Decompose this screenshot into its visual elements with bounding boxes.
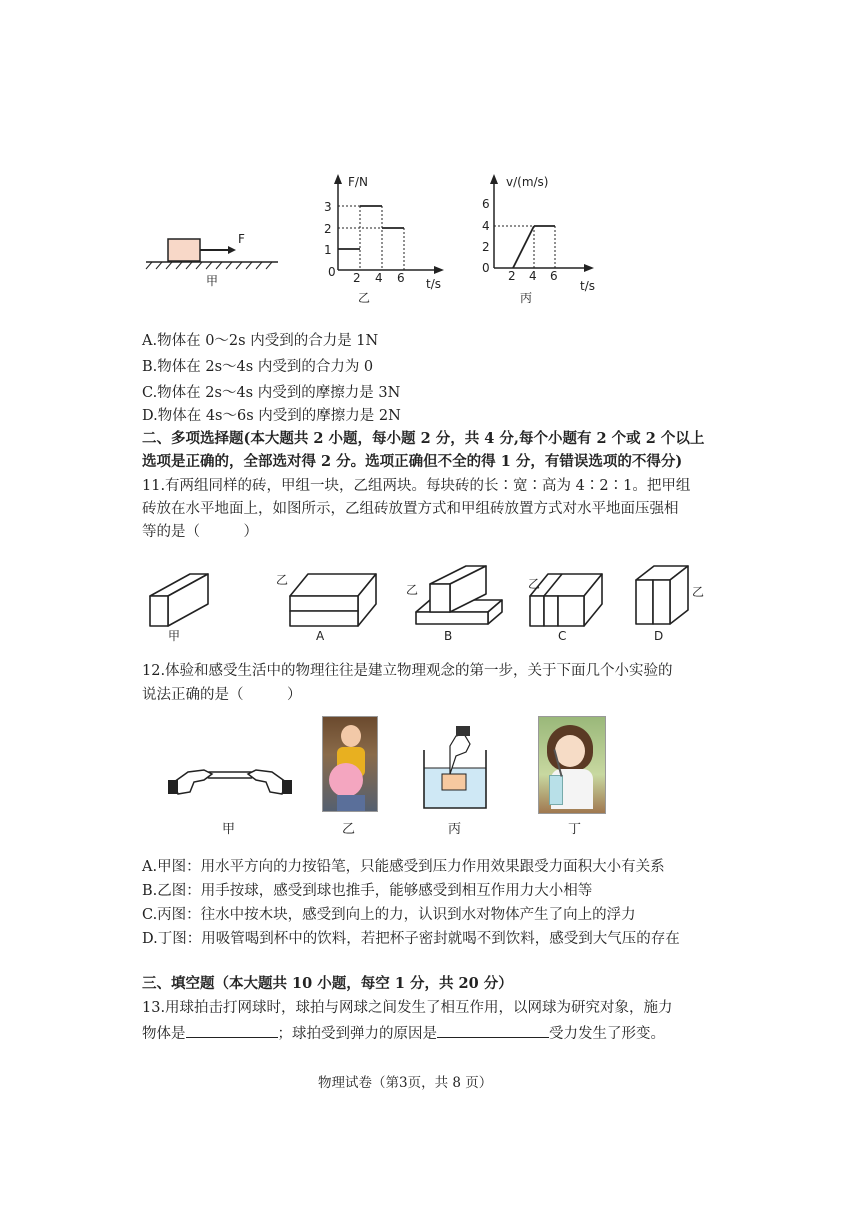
q12-option-c: C.丙图：往水中按木块，感受到向上的力，认识到水对物体产生了向上的浮力 (142, 907, 636, 923)
q13-line2 (142, 1021, 665, 1045)
q12-caption-jia: 甲 (222, 822, 236, 837)
x-tick-6: 6 (550, 269, 558, 283)
q11-brick-figures (140, 560, 720, 645)
y-tick-0: 0 (482, 261, 490, 275)
q12-line1: 12.体验和感受生活中的物理往往是建立物理观念的第一步，关于下面几个小实验的 (142, 663, 673, 679)
brick-c (530, 574, 602, 626)
y-tick-0: 0 (328, 265, 336, 279)
caption-jia: 甲 (206, 274, 219, 288)
y-axis-label: v/(m/s) (506, 175, 549, 189)
q10-option-b: B.物体在 2s～4s 内受到的合力为 0 (142, 359, 374, 375)
x-tick-4: 4 (529, 269, 537, 283)
label-d: D (654, 629, 664, 643)
q12-option-a: A.甲图：用水平方向的力按铅笔，只能感受到压力作用效果跟受力面积大小有关系 (142, 859, 665, 875)
label-a: A (316, 629, 325, 643)
x-axis-label: t/s (426, 277, 441, 291)
q13-text-part2: ；球拍受到弹力的原因是 (277, 1026, 437, 1042)
q13-line1: 13.用球拍击打网球时，球拍与网球之间发生了相互作用，以网球为研究对象，施力 (142, 1000, 673, 1016)
label-c: C (558, 629, 567, 643)
force-label: F (238, 232, 245, 246)
page-footer: 物理试卷（第3页，共 8 页） (318, 1075, 493, 1091)
q10-graph-velocity-time (474, 170, 614, 310)
brick-d (636, 566, 688, 624)
label-b: B (444, 629, 453, 643)
q12-caption-bing: 丙 (448, 822, 462, 837)
label-yi-b: 乙 (406, 583, 419, 597)
q13-answer-blank-1[interactable] (186, 1021, 278, 1038)
q12-caption-ding: 丁 (568, 822, 582, 837)
brick-b (416, 566, 502, 624)
q11-line1: 11.有两组同样的砖，甲组一块，乙组两块。每块砖的长∶宽∶高为 4∶2∶1。把甲组 (142, 478, 691, 494)
y-tick-1: 1 (324, 243, 332, 257)
q10-figure-jia (140, 225, 285, 290)
q11-line3: 等的是（ ） (142, 524, 258, 540)
label-jia: 甲 (168, 629, 181, 643)
x-tick-2: 2 (353, 271, 361, 285)
block (168, 239, 200, 261)
q11-line2: 砖放在水平地面上，如图所示，乙组砖放置方式和甲组砖放置方式对水平地面压强相 (142, 501, 679, 517)
q12-image-water-block (420, 722, 490, 812)
y-tick-6: 6 (482, 197, 490, 211)
q12-image-straw (538, 716, 606, 814)
y-axis-label: F/N (348, 175, 368, 189)
q10-option-a: A.物体在 0～2s 内受到的合力是 1N (142, 333, 379, 349)
q12-line2: 说法正确的是（ ） (142, 687, 302, 703)
y-tick-4: 4 (482, 219, 490, 233)
x-tick-4: 4 (375, 271, 383, 285)
q12-caption-yi: 乙 (342, 822, 356, 837)
q12-option-b: B.乙图：用手按球，感受到球也推手，能够感受到相互作用力大小相等 (142, 883, 593, 899)
section2-heading-line2: 选项是正确的，全部选对得 2 分。选项正确但不全的得 1 分，有错误选项的不得分) (142, 453, 683, 470)
caption-yi: 乙 (358, 291, 371, 305)
q13-text-part3: 受力发生了形变。 (549, 1026, 665, 1042)
label-yi-c: 乙 (528, 577, 541, 591)
q12-image-pencil (168, 758, 293, 808)
q10-option-c: C.物体在 2s～4s 内受到的摩擦力是 3N (142, 385, 401, 401)
brick-a (290, 574, 376, 626)
y-tick-3: 3 (324, 200, 332, 214)
label-yi-a: 乙 (276, 573, 289, 587)
section2-heading-line1: 二、多项选择题(本大题共 2 小题，每小题 2 分，共 4 分,每个小题有 2 个或 2 个以上 (142, 430, 705, 447)
x-tick-2: 2 (508, 269, 516, 283)
y-tick-2: 2 (324, 222, 332, 236)
x-axis-label: t/s (580, 279, 595, 293)
q10-graph-force-time (318, 170, 458, 310)
caption-bing: 丙 (520, 291, 533, 305)
brick-jia (150, 574, 208, 626)
label-yi-d: 乙 (692, 585, 705, 599)
q12-option-d: D.丁图：用吸管喝到杯中的饮料，若把杯子密封就喝不到饮料，感受到大气压的存在 (142, 931, 680, 947)
q13-text-part1: 物体是 (142, 1026, 186, 1042)
y-tick-2: 2 (482, 240, 490, 254)
q10-option-d: D.物体在 4s～6s 内受到的摩擦力是 2N (142, 408, 401, 424)
q12-image-ball (322, 716, 378, 812)
x-tick-6: 6 (397, 271, 405, 285)
section3-heading: 三、填空题（本大题共 10 小题，每空 1 分，共 20 分） (142, 975, 513, 992)
q13-answer-blank-2[interactable] (437, 1021, 549, 1038)
